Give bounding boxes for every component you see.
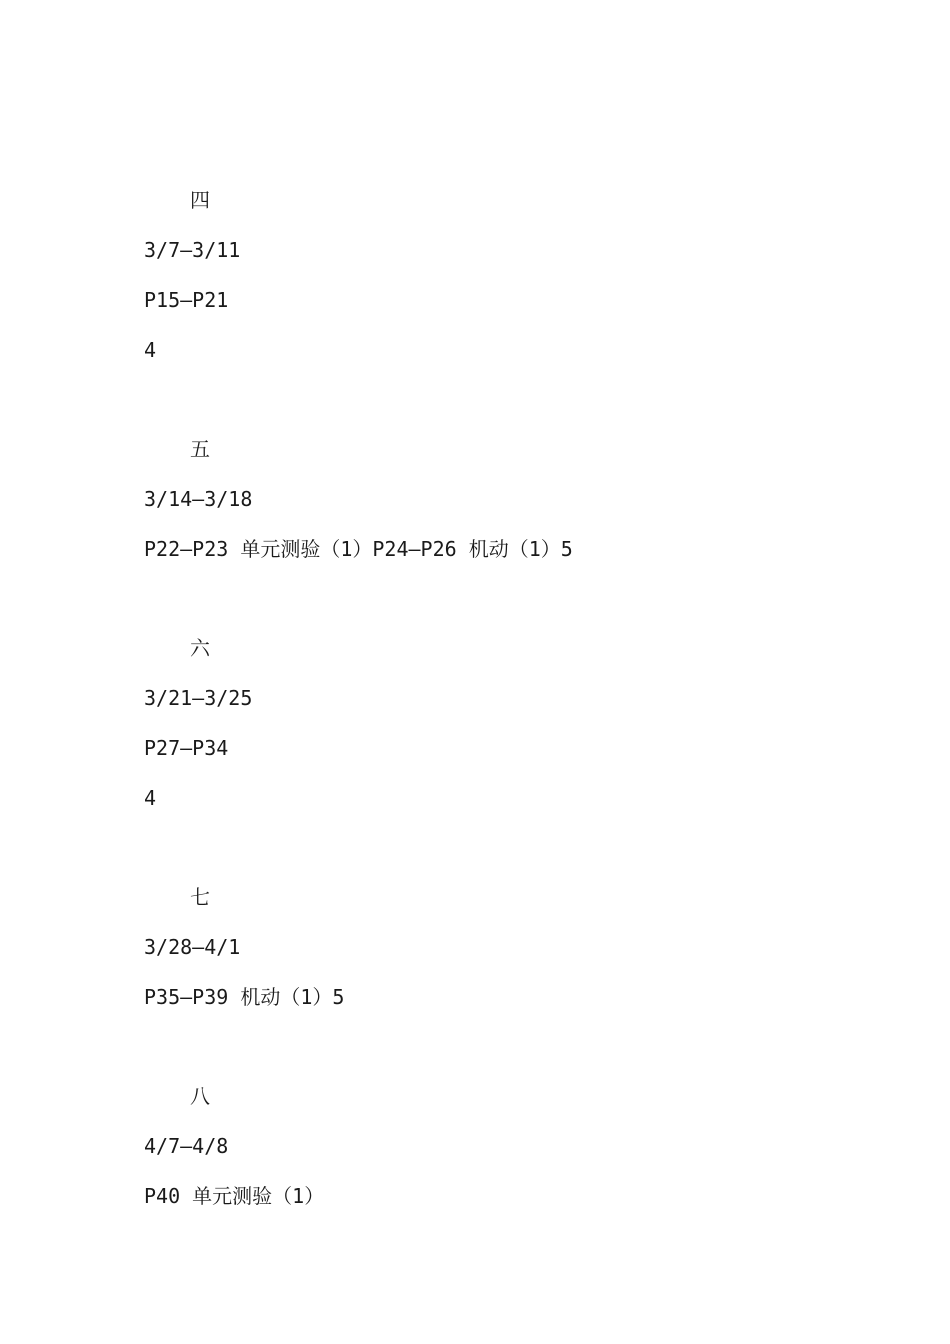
week-label: 八 <box>190 1084 210 1108</box>
week-hours: 4 <box>144 338 157 362</box>
week-dates: 3/14—3/18 <box>144 487 253 511</box>
week-dates: 3/7—3/11 <box>144 238 241 262</box>
week-label: 六 <box>190 636 210 660</box>
week-label: 四 <box>190 188 210 212</box>
week-pages: P27—P34 <box>144 736 229 760</box>
week-hours: 4 <box>144 786 157 810</box>
week-dates: 4/7—4/8 <box>144 1134 229 1158</box>
week-pages: P35—P39 机动（1）5 <box>144 985 345 1009</box>
week-label: 七 <box>190 885 210 909</box>
week-label: 五 <box>190 437 210 461</box>
week-pages: P40 单元测验（1） <box>144 1184 325 1208</box>
week-pages: P22—P23 单元测验（1）P24—P26 机动（1）5 <box>144 537 573 561</box>
week-dates: 3/21—3/25 <box>144 686 253 710</box>
week-pages: P15—P21 <box>144 288 229 312</box>
week-dates: 3/28—4/1 <box>144 935 241 959</box>
